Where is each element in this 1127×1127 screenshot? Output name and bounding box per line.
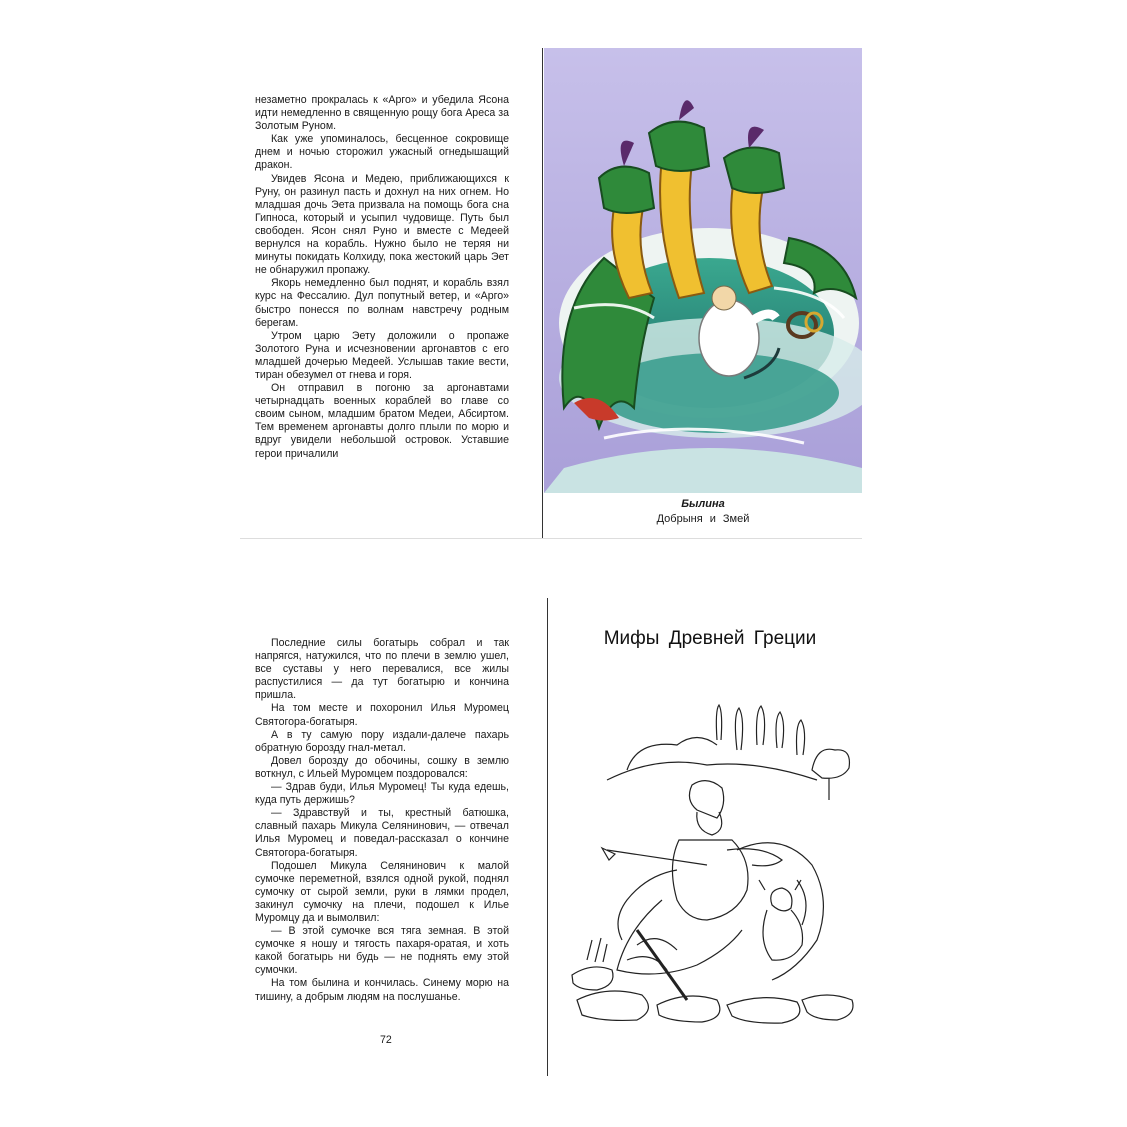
- page-gutter-line: [542, 48, 543, 538]
- page-gutter-line: [547, 598, 548, 1076]
- caption-subtitle: Добрыня и Змей: [656, 513, 750, 525]
- paragraph: На том месте и похоронил Илья Муромец Святогора-богатыря.: [255, 702, 509, 728]
- paragraph: — В этой сумочке вся тяга земная. В этой сумочке я ношу и тягость пахаря-оратая, и хоть какой богатырь ни будь — не поднять ему этой сумочки.: [255, 925, 509, 977]
- three-headed-dragon-illustration: [544, 48, 862, 493]
- paragraph: А в ту самую пору издали-далече пахарь обратную борозду гнал-метал.: [255, 728, 509, 754]
- paragraph: — Здрав буди, Илья Муромец! Ты куда едешь, куда путь держишь?: [255, 781, 509, 807]
- page-number: 72: [380, 1034, 392, 1046]
- paragraph: незаметно прокралась к «Арго» и убедила Ясона идти немедленно в священную рощу бога Ареса за Золотым Руном.: [255, 94, 509, 133]
- bottom-text-column: [255, 637, 509, 1004]
- ink-sketch-illustration: [567, 700, 862, 1030]
- bottom-spread: [0, 590, 1127, 1127]
- paragraph: Якорь немедленно был поднят, и корабль взял курс на Фессалию. Дул попутный ветер, и «Арго» быстро понесся по волнам навстречу родным берегам.: [255, 277, 509, 329]
- paragraph: Последние силы богатырь собрал и так напрягся, натужился, что по плечи в землю ушел, все суставы у него перевалися, все жилы распустилися — да тут богатырю и кончина пришла.: [255, 637, 509, 702]
- illustration-caption: [544, 497, 862, 527]
- paragraph: Увидев Ясона и Медею, приближающихся к Руну, он разинул пасть и дохнул на них огнем. Но младшая дочь Эета призвала на помощь бога сна Гипноса, который и усыпил чудовище. Путь был свободен. Ясон снял Руно и вместе с Медеей вернулся на корабль. Нужно было не теряя ни минуты покидать Колхиду, пока жестокий царь Эет не обнаружил пропажу.: [255, 172, 509, 277]
- paragraph: Утром царю Эету доложили о пропаже Золотого Руна и исчезновении аргонавтов с его младшей дочерью Медеей. Услышав такие вести, тиран обезумел от гнева и горя.: [255, 329, 509, 381]
- section-title: Мифы Древней Греции: [603, 628, 817, 649]
- top-spread: [0, 0, 1127, 560]
- paragraph: Подошел Микула Селянинович к малой сумочке переметной, взялся одной рукой, поднял сумочку от сырой земли, руки в лямки продел, закинул сумочку на плечи, подошел к Илье Муромцу да и вымолвил:: [255, 859, 509, 924]
- paragraph: Довел борозду до обочины, сошку в землю воткнул, с Ильей Муромцем поздоровался:: [255, 754, 509, 780]
- top-text-column: [255, 94, 509, 461]
- paragraph: Как уже упоминалось, бесценное сокровище днем и ночью сторожил ужасный огнедышащий дракон.: [255, 133, 509, 172]
- spread-bottom-rule: [240, 538, 862, 539]
- caption-title: Былина: [681, 498, 725, 510]
- paragraph: Он отправил в погоню за аргонавтами четырнадцать военных кораблей во главе со своим сыном, младшим братом Медеи, Абсиртом. Тем временем аргонавты долго плыли по морю и вдруг увидели небольшой островок. Уставшие герои причалили: [255, 382, 509, 460]
- paragraph: На том былина и кончилась. Синему морю на тишину, а добрым людям на послушанье.: [255, 977, 509, 1003]
- paragraph: — Здравствуй и ты, крестный батюшка, славный пахарь Микула Селянинович, — отвечал Илья Муромец и поведал-рассказал о кончине Святогора-богатыря.: [255, 807, 509, 859]
